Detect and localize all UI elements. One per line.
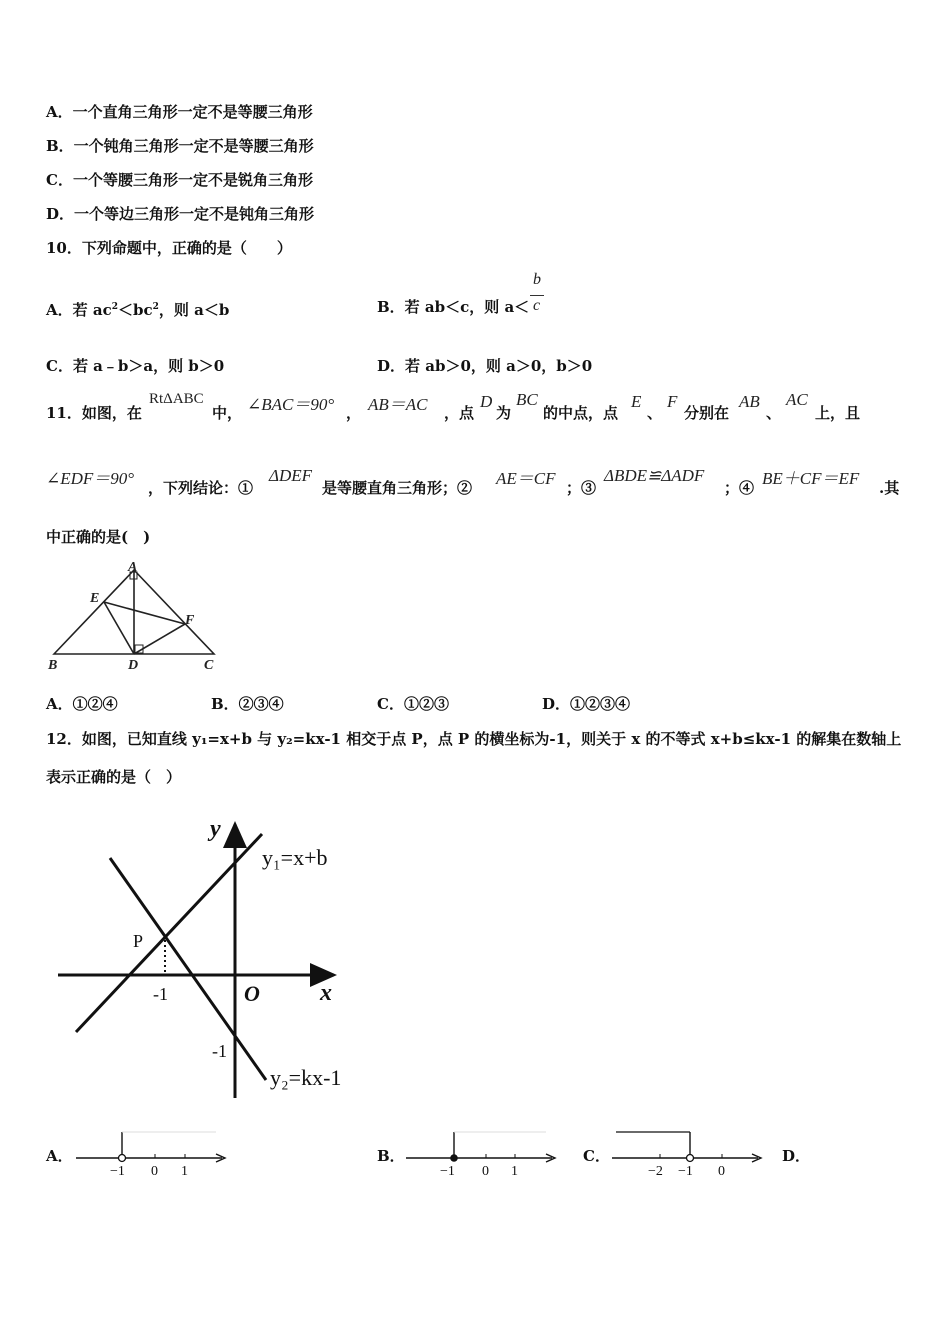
tick-label: −1 — [678, 1164, 693, 1179]
x-axis-label: x — [320, 980, 332, 1006]
q10-a-mid: ＜bc — [117, 301, 153, 319]
q12-line2: 表示正确的是（ ） — [46, 768, 182, 786]
q10-a-sup2: 2 — [152, 302, 159, 312]
label-c: C — [204, 658, 214, 673]
open-point — [119, 1155, 126, 1162]
q11-option-d: D．①②③④ — [542, 695, 631, 713]
line1-label: y₁=x+b — [262, 845, 328, 870]
q12-option-c-label: C． — [583, 1147, 610, 1165]
tick-label: −2 — [648, 1164, 663, 1179]
q11-text-4: ，点 — [444, 404, 475, 422]
q12-option-b-numberline — [402, 1128, 562, 1180]
q11-be-plus-cf: BE＋CF＝EF — [762, 469, 860, 488]
label-b: B — [48, 658, 58, 673]
q10-option-d: D．若 ab＞0，则 a＞0，b＞0 — [377, 357, 593, 375]
q11-option-b: B．②③④ — [211, 695, 284, 713]
tick-y-label: -1 — [212, 1041, 227, 1061]
q11-point-f: F — [667, 392, 678, 411]
q11-congruence: ΔBDE≌ΔADF — [604, 466, 705, 485]
point-p-label: P — [133, 931, 144, 951]
q11-triangle-figure — [44, 558, 224, 676]
q11-line3: 中正确的是( ) — [46, 528, 151, 546]
q11-angle-bac: ∠BAC＝90° — [247, 395, 335, 414]
tick-label: −1 — [110, 1164, 125, 1179]
q11-text-10: 上，且 — [815, 404, 861, 422]
open-point — [687, 1155, 694, 1162]
q11-text-13: ；③ — [566, 479, 597, 497]
q10-b-numerator: b — [533, 271, 541, 288]
segment-df — [134, 624, 185, 654]
q11-text-5: 为 — [496, 404, 512, 422]
closed-point — [450, 1154, 458, 1162]
line2-label: y₂=kx-1 — [270, 1065, 342, 1090]
q10-a-prefix: A．若 ac — [46, 301, 112, 319]
q12-option-c-numberline — [608, 1128, 768, 1180]
tick-label: 0 — [718, 1164, 725, 1179]
q11-text-11: ，下列结论：① — [148, 479, 254, 497]
q11-text-12: 是等腰直角三角形；② — [322, 479, 473, 497]
segment-ed — [104, 602, 134, 654]
q10-option-b: B．若 ab＜c，则 a＜ — [377, 298, 530, 316]
q10-a-sup1: 2 — [111, 302, 118, 312]
q9-option-d: D．一个等边三角形一定不是钝角三角形 — [46, 205, 315, 223]
q10-a-suffix: ，则 a＜b — [158, 301, 230, 319]
q11-point-e: E — [631, 392, 642, 411]
q11-triangle-def: ΔDEF — [269, 466, 313, 485]
q11-text-8: 分别在 — [684, 404, 730, 422]
fraction-bar — [530, 295, 544, 296]
q11-text-1: 11．如图，在 — [46, 404, 142, 422]
segment-ef — [104, 602, 185, 624]
q11-text-3: ， — [346, 404, 362, 422]
q12-line1: 12．如图，已知直线 y₁=x+b 与 y₂=kx-1 相交于点 P，点 P 的横坐标为-1，则关于 x 的不等式 x+b≤kx-1 的解集在数轴上 — [46, 730, 902, 748]
tick-label: −1 — [440, 1164, 455, 1179]
q11-text-9: 、 — [766, 404, 782, 422]
q11-bc: BC — [516, 390, 538, 409]
q11-point-d: D — [480, 392, 493, 411]
q11-option-a: A．①②④ — [46, 695, 118, 713]
origin-label: O — [244, 981, 260, 1006]
q12-option-d-label: D． — [782, 1147, 811, 1165]
q10-option-c: C．若 a﹣b＞a，则 b＞0 — [46, 357, 225, 375]
q11-ac: AC — [786, 390, 808, 409]
q9-option-a: A．一个直角三角形一定不是等腰三角形 — [46, 103, 313, 121]
q11-ab-eq-ac: AB＝AC — [368, 395, 428, 414]
q9-option-b: B．一个钝角三角形一定不是等腰三角形 — [46, 137, 314, 155]
q11-ab: AB — [739, 392, 760, 411]
q12-option-a-numberline — [72, 1128, 232, 1180]
q10-stem: 10．下列命题中，正确的是（ ） — [46, 239, 292, 257]
q11-rt-triangle: RtΔABC — [149, 391, 204, 407]
label-e: E — [90, 591, 100, 606]
q11-text-7: 、 — [647, 404, 663, 422]
tick-label: 0 — [482, 1164, 489, 1179]
q9-option-c: C．一个等腰三角形一定不是锐角三角形 — [46, 171, 313, 189]
q10-b-denominator: c — [533, 297, 541, 314]
label-a: A — [128, 560, 138, 575]
tick-label: 0 — [151, 1164, 158, 1179]
y-axis-label: y — [210, 816, 221, 842]
q11-text-14: ；④ — [724, 479, 755, 497]
q12-option-b-label: B． — [377, 1147, 405, 1165]
q12-graph — [52, 812, 372, 1102]
label-f: F — [185, 613, 195, 628]
q12-option-a-label: A． — [46, 1147, 73, 1165]
q11-text-15: .其 — [879, 479, 900, 497]
q11-option-c: C．①②③ — [377, 695, 449, 713]
q11-text-6: 的中点，点 — [543, 404, 619, 422]
q11-text-2: 中， — [212, 404, 243, 422]
q11-angle-edf: ∠EDF＝90° — [46, 469, 135, 488]
q11-ae-eq-cf: AE＝CF — [496, 469, 556, 488]
tick-label: 1 — [181, 1164, 188, 1179]
tick-label: 1 — [511, 1164, 518, 1179]
q10-option-a — [46, 297, 229, 320]
tick-x-label: -1 — [153, 984, 168, 1004]
label-d: D — [128, 658, 139, 673]
